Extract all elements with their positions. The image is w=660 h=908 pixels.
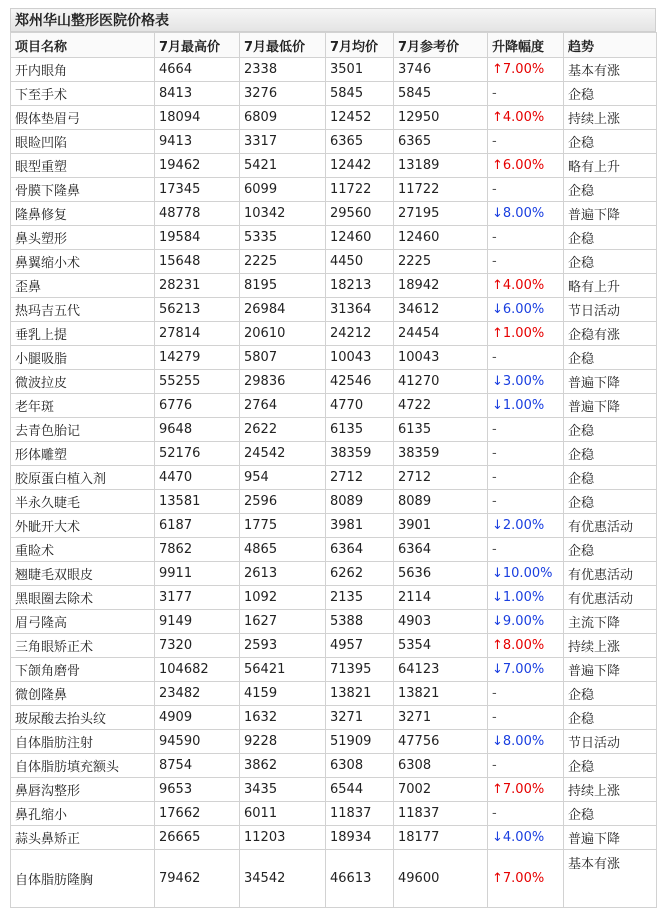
cell-avg-price: 12442 <box>326 154 394 178</box>
table-row <box>11 274 657 298</box>
table-row <box>11 778 657 802</box>
cell-avg-price: 18934 <box>326 826 394 850</box>
cell-min-price: 3435 <box>240 778 326 802</box>
header-name: 项目名称 <box>11 33 155 58</box>
cell-ref-price: 6308 <box>394 754 488 778</box>
cell-max-price: 52176 <box>155 442 240 466</box>
cell-min-price: 10342 <box>240 202 326 226</box>
cell-max-price: 4909 <box>155 706 240 730</box>
cell-project-name: 胶原蛋白植入剂 <box>11 466 155 490</box>
table-row <box>11 250 657 274</box>
cell-ref-price: 5354 <box>394 634 488 658</box>
cell-change: ↓1.00% <box>488 586 564 610</box>
cell-avg-price: 51909 <box>326 730 394 754</box>
cell-max-price: 15648 <box>155 250 240 274</box>
cell-change: ↓1.00% <box>488 394 564 418</box>
cell-min-price: 34542 <box>240 850 326 908</box>
table-row <box>11 634 657 658</box>
cell-min-price: 3317 <box>240 130 326 154</box>
cell-ref-price: 24454 <box>394 322 488 346</box>
cell-trend: 持续上涨 <box>564 778 657 802</box>
cell-min-price: 4865 <box>240 538 326 562</box>
cell-trend: 企稳 <box>564 178 657 202</box>
cell-change: - <box>488 466 564 490</box>
cell-ref-price: 49600 <box>394 850 488 908</box>
table-row <box>11 322 657 346</box>
header-change: 升降幅度 <box>488 33 564 58</box>
cell-project-name: 半永久睫毛 <box>11 490 155 514</box>
price-table <box>10 32 657 908</box>
cell-min-price: 5807 <box>240 346 326 370</box>
cell-ref-price: 6365 <box>394 130 488 154</box>
cell-min-price: 1092 <box>240 586 326 610</box>
cell-change: ↓9.00% <box>488 610 564 634</box>
table-row <box>11 730 657 754</box>
cell-max-price: 27814 <box>155 322 240 346</box>
cell-change: ↑4.00% <box>488 274 564 298</box>
cell-avg-price: 11837 <box>326 802 394 826</box>
table-row <box>11 802 657 826</box>
cell-min-price: 5335 <box>240 226 326 250</box>
cell-min-price: 2622 <box>240 418 326 442</box>
cell-avg-price: 24212 <box>326 322 394 346</box>
cell-min-price: 5421 <box>240 154 326 178</box>
cell-project-name: 老年斑 <box>11 394 155 418</box>
cell-trend: 企稳 <box>564 250 657 274</box>
cell-change: - <box>488 178 564 202</box>
table-row <box>11 106 657 130</box>
cell-avg-price: 4450 <box>326 250 394 274</box>
cell-trend: 主流下降 <box>564 610 657 634</box>
cell-min-price: 24542 <box>240 442 326 466</box>
cell-trend: 有优惠活动 <box>564 586 657 610</box>
cell-ref-price: 38359 <box>394 442 488 466</box>
cell-max-price: 26665 <box>155 826 240 850</box>
table-row <box>11 658 657 682</box>
cell-ref-price: 2114 <box>394 586 488 610</box>
cell-trend: 企稳 <box>564 418 657 442</box>
cell-trend: 企稳 <box>564 802 657 826</box>
cell-avg-price: 29560 <box>326 202 394 226</box>
cell-ref-price: 11722 <box>394 178 488 202</box>
cell-ref-price: 6135 <box>394 418 488 442</box>
cell-trend: 企稳 <box>564 754 657 778</box>
cell-avg-price: 46613 <box>326 850 394 908</box>
cell-project-name: 微创隆鼻 <box>11 682 155 706</box>
cell-avg-price: 12460 <box>326 226 394 250</box>
cell-avg-price: 3981 <box>326 514 394 538</box>
cell-project-name: 蒜头鼻矫正 <box>11 826 155 850</box>
cell-max-price: 104682 <box>155 658 240 682</box>
cell-min-price: 9228 <box>240 730 326 754</box>
cell-project-name: 鼻翼缩小术 <box>11 250 155 274</box>
table-row <box>11 82 657 106</box>
cell-change: ↓7.00% <box>488 658 564 682</box>
cell-change: ↓4.00% <box>488 826 564 850</box>
cell-ref-price: 27195 <box>394 202 488 226</box>
cell-max-price: 23482 <box>155 682 240 706</box>
cell-min-price: 954 <box>240 466 326 490</box>
cell-min-price: 26984 <box>240 298 326 322</box>
cell-change: ↑1.00% <box>488 322 564 346</box>
cell-max-price: 9653 <box>155 778 240 802</box>
cell-trend: 普遍下降 <box>564 394 657 418</box>
cell-ref-price: 13189 <box>394 154 488 178</box>
cell-min-price: 29836 <box>240 370 326 394</box>
cell-avg-price: 4957 <box>326 634 394 658</box>
table-row <box>11 682 657 706</box>
cell-trend: 持续上涨 <box>564 634 657 658</box>
cell-project-name: 开内眼角 <box>11 58 155 82</box>
cell-ref-price: 11837 <box>394 802 488 826</box>
cell-avg-price: 10043 <box>326 346 394 370</box>
cell-change: - <box>488 802 564 826</box>
table-row <box>11 562 657 586</box>
table-row <box>11 298 657 322</box>
cell-ref-price: 34612 <box>394 298 488 322</box>
cell-min-price: 2764 <box>240 394 326 418</box>
cell-avg-price: 4770 <box>326 394 394 418</box>
header-avg-price: 7月均价 <box>326 33 394 58</box>
cell-min-price: 2613 <box>240 562 326 586</box>
cell-ref-price: 18942 <box>394 274 488 298</box>
cell-trend: 节日活动 <box>564 298 657 322</box>
cell-min-price: 11203 <box>240 826 326 850</box>
cell-min-price: 2338 <box>240 58 326 82</box>
cell-project-name: 重睑术 <box>11 538 155 562</box>
cell-change: - <box>488 226 564 250</box>
cell-change: - <box>488 538 564 562</box>
cell-ref-price: 4722 <box>394 394 488 418</box>
cell-ref-price: 64123 <box>394 658 488 682</box>
table-row <box>11 442 657 466</box>
table-row <box>11 346 657 370</box>
cell-ref-price: 13821 <box>394 682 488 706</box>
cell-ref-price: 10043 <box>394 346 488 370</box>
cell-avg-price: 5845 <box>326 82 394 106</box>
cell-avg-price: 6262 <box>326 562 394 586</box>
header-trend: 趋势 <box>564 33 657 58</box>
cell-avg-price: 6544 <box>326 778 394 802</box>
cell-avg-price: 11722 <box>326 178 394 202</box>
cell-ref-price: 7002 <box>394 778 488 802</box>
cell-min-price: 56421 <box>240 658 326 682</box>
cell-max-price: 17662 <box>155 802 240 826</box>
cell-project-name: 下至手术 <box>11 82 155 106</box>
cell-change: - <box>488 754 564 778</box>
cell-avg-price: 71395 <box>326 658 394 682</box>
cell-avg-price: 3271 <box>326 706 394 730</box>
cell-trend: 企稳 <box>564 682 657 706</box>
cell-project-name: 玻尿酸去抬头纹 <box>11 706 155 730</box>
cell-change: ↓10.00% <box>488 562 564 586</box>
header-min-price: 7月最低价 <box>240 33 326 58</box>
cell-avg-price: 8089 <box>326 490 394 514</box>
cell-change: ↓6.00% <box>488 298 564 322</box>
cell-max-price: 9413 <box>155 130 240 154</box>
table-row <box>11 226 657 250</box>
cell-max-price: 28231 <box>155 274 240 298</box>
cell-change: - <box>488 82 564 106</box>
cell-change: ↑7.00% <box>488 850 564 908</box>
cell-min-price: 3862 <box>240 754 326 778</box>
cell-ref-price: 12950 <box>394 106 488 130</box>
cell-ref-price: 3271 <box>394 706 488 730</box>
cell-project-name: 形体雕塑 <box>11 442 155 466</box>
cell-trend: 企稳 <box>564 706 657 730</box>
cell-avg-price: 6365 <box>326 130 394 154</box>
cell-ref-price: 2225 <box>394 250 488 274</box>
cell-trend: 企稳 <box>564 226 657 250</box>
table-row <box>11 58 657 82</box>
cell-change: ↑7.00% <box>488 58 564 82</box>
cell-change: ↓3.00% <box>488 370 564 394</box>
cell-trend: 企稳 <box>564 82 657 106</box>
cell-ref-price: 5636 <box>394 562 488 586</box>
cell-avg-price: 12452 <box>326 106 394 130</box>
table-row <box>11 706 657 730</box>
header-max-price: 7月最高价 <box>155 33 240 58</box>
cell-change: - <box>488 250 564 274</box>
cell-avg-price: 5388 <box>326 610 394 634</box>
cell-trend: 基本有涨 <box>564 58 657 82</box>
cell-ref-price: 4903 <box>394 610 488 634</box>
cell-project-name: 鼻孔缩小 <box>11 802 155 826</box>
cell-trend: 略有上升 <box>564 274 657 298</box>
cell-max-price: 79462 <box>155 850 240 908</box>
cell-project-name: 隆鼻修复 <box>11 202 155 226</box>
cell-trend: 企稳 <box>564 466 657 490</box>
cell-project-name: 眼型重塑 <box>11 154 155 178</box>
cell-max-price: 17345 <box>155 178 240 202</box>
cell-ref-price: 18177 <box>394 826 488 850</box>
cell-trend: 普遍下降 <box>564 202 657 226</box>
table-body <box>11 58 657 908</box>
cell-trend: 基本有涨 <box>564 850 657 908</box>
price-table-container <box>10 8 656 908</box>
cell-min-price: 3276 <box>240 82 326 106</box>
cell-max-price: 56213 <box>155 298 240 322</box>
cell-ref-price: 41270 <box>394 370 488 394</box>
cell-max-price: 9149 <box>155 610 240 634</box>
table-row <box>11 514 657 538</box>
header-row <box>11 33 657 58</box>
cell-change: - <box>488 346 564 370</box>
cell-trend: 持续上涨 <box>564 106 657 130</box>
cell-min-price: 4159 <box>240 682 326 706</box>
table-row <box>11 130 657 154</box>
cell-avg-price: 3501 <box>326 58 394 82</box>
cell-max-price: 18094 <box>155 106 240 130</box>
cell-avg-price: 2712 <box>326 466 394 490</box>
cell-max-price: 6776 <box>155 394 240 418</box>
cell-project-name: 歪鼻 <box>11 274 155 298</box>
cell-max-price: 9911 <box>155 562 240 586</box>
cell-max-price: 19462 <box>155 154 240 178</box>
cell-avg-price: 38359 <box>326 442 394 466</box>
cell-ref-price: 2712 <box>394 466 488 490</box>
cell-project-name: 翘睫毛双眼皮 <box>11 562 155 586</box>
table-row <box>11 370 657 394</box>
table-row <box>11 610 657 634</box>
cell-avg-price: 42546 <box>326 370 394 394</box>
table-title: 郑州华山整形医院价格表 <box>10 8 656 32</box>
cell-change: - <box>488 706 564 730</box>
cell-trend: 有优惠活动 <box>564 562 657 586</box>
cell-trend: 企稳 <box>564 442 657 466</box>
cell-avg-price: 13821 <box>326 682 394 706</box>
cell-project-name: 三角眼矫正术 <box>11 634 155 658</box>
cell-min-price: 2593 <box>240 634 326 658</box>
cell-change: - <box>488 442 564 466</box>
cell-min-price: 1627 <box>240 610 326 634</box>
table-row <box>11 850 657 908</box>
table-row <box>11 178 657 202</box>
cell-ref-price: 3746 <box>394 58 488 82</box>
cell-ref-price: 8089 <box>394 490 488 514</box>
table-row <box>11 418 657 442</box>
cell-change: ↓8.00% <box>488 730 564 754</box>
cell-project-name: 假体垫眉弓 <box>11 106 155 130</box>
cell-project-name: 去青色胎记 <box>11 418 155 442</box>
cell-change: - <box>488 130 564 154</box>
cell-change: - <box>488 418 564 442</box>
cell-change: ↓8.00% <box>488 202 564 226</box>
cell-change: ↓2.00% <box>488 514 564 538</box>
cell-avg-price: 6308 <box>326 754 394 778</box>
cell-project-name: 下颌角磨骨 <box>11 658 155 682</box>
cell-project-name: 自体脂肪填充额头 <box>11 754 155 778</box>
cell-max-price: 14279 <box>155 346 240 370</box>
cell-project-name: 眼睑凹陷 <box>11 130 155 154</box>
cell-avg-price: 18213 <box>326 274 394 298</box>
cell-max-price: 13581 <box>155 490 240 514</box>
cell-change: ↑6.00% <box>488 154 564 178</box>
cell-max-price: 6187 <box>155 514 240 538</box>
cell-max-price: 19584 <box>155 226 240 250</box>
cell-min-price: 20610 <box>240 322 326 346</box>
cell-trend: 企稳 <box>564 346 657 370</box>
header-ref-price: 7月参考价 <box>394 33 488 58</box>
cell-change: - <box>488 682 564 706</box>
cell-max-price: 9648 <box>155 418 240 442</box>
cell-project-name: 外眦开大术 <box>11 514 155 538</box>
cell-max-price: 4470 <box>155 466 240 490</box>
cell-avg-price: 6135 <box>326 418 394 442</box>
table-row <box>11 154 657 178</box>
cell-change: - <box>488 490 564 514</box>
cell-max-price: 7320 <box>155 634 240 658</box>
cell-change: ↑4.00% <box>488 106 564 130</box>
cell-min-price: 6099 <box>240 178 326 202</box>
cell-avg-price: 6364 <box>326 538 394 562</box>
cell-change: ↑7.00% <box>488 778 564 802</box>
cell-max-price: 94590 <box>155 730 240 754</box>
cell-trend: 普遍下降 <box>564 370 657 394</box>
cell-project-name: 鼻唇沟整形 <box>11 778 155 802</box>
cell-max-price: 55255 <box>155 370 240 394</box>
table-row <box>11 826 657 850</box>
cell-trend: 节日活动 <box>564 730 657 754</box>
table-row <box>11 394 657 418</box>
cell-trend: 普遍下降 <box>564 826 657 850</box>
cell-min-price: 8195 <box>240 274 326 298</box>
cell-max-price: 7862 <box>155 538 240 562</box>
cell-project-name: 微波拉皮 <box>11 370 155 394</box>
cell-ref-price: 12460 <box>394 226 488 250</box>
cell-min-price: 1632 <box>240 706 326 730</box>
table-row <box>11 202 657 226</box>
cell-project-name: 骨膜下隆鼻 <box>11 178 155 202</box>
cell-project-name: 黑眼圈去除术 <box>11 586 155 610</box>
cell-avg-price: 31364 <box>326 298 394 322</box>
cell-trend: 普遍下降 <box>564 658 657 682</box>
cell-max-price: 8413 <box>155 82 240 106</box>
table-row <box>11 490 657 514</box>
cell-trend: 企稳有涨 <box>564 322 657 346</box>
cell-trend: 有优惠活动 <box>564 514 657 538</box>
cell-change: ↑8.00% <box>488 634 564 658</box>
cell-project-name: 垂乳上提 <box>11 322 155 346</box>
cell-ref-price: 5845 <box>394 82 488 106</box>
cell-max-price: 4664 <box>155 58 240 82</box>
cell-min-price: 6011 <box>240 802 326 826</box>
cell-max-price: 3177 <box>155 586 240 610</box>
cell-min-price: 1775 <box>240 514 326 538</box>
table-row <box>11 586 657 610</box>
cell-ref-price: 3901 <box>394 514 488 538</box>
cell-ref-price: 6364 <box>394 538 488 562</box>
cell-ref-price: 47756 <box>394 730 488 754</box>
cell-min-price: 6809 <box>240 106 326 130</box>
table-row <box>11 538 657 562</box>
cell-max-price: 8754 <box>155 754 240 778</box>
cell-trend: 企稳 <box>564 538 657 562</box>
cell-project-name: 鼻头塑形 <box>11 226 155 250</box>
cell-project-name: 热玛吉五代 <box>11 298 155 322</box>
cell-trend: 企稳 <box>564 130 657 154</box>
cell-max-price: 48778 <box>155 202 240 226</box>
cell-project-name: 小腿吸脂 <box>11 346 155 370</box>
cell-min-price: 2225 <box>240 250 326 274</box>
cell-trend: 企稳 <box>564 490 657 514</box>
cell-min-price: 2596 <box>240 490 326 514</box>
cell-project-name: 自体脂肪注射 <box>11 730 155 754</box>
table-row <box>11 754 657 778</box>
cell-trend: 略有上升 <box>564 154 657 178</box>
cell-project-name: 自体脂肪隆胸 <box>11 850 155 908</box>
table-row <box>11 466 657 490</box>
cell-avg-price: 2135 <box>326 586 394 610</box>
cell-project-name: 眉弓隆高 <box>11 610 155 634</box>
